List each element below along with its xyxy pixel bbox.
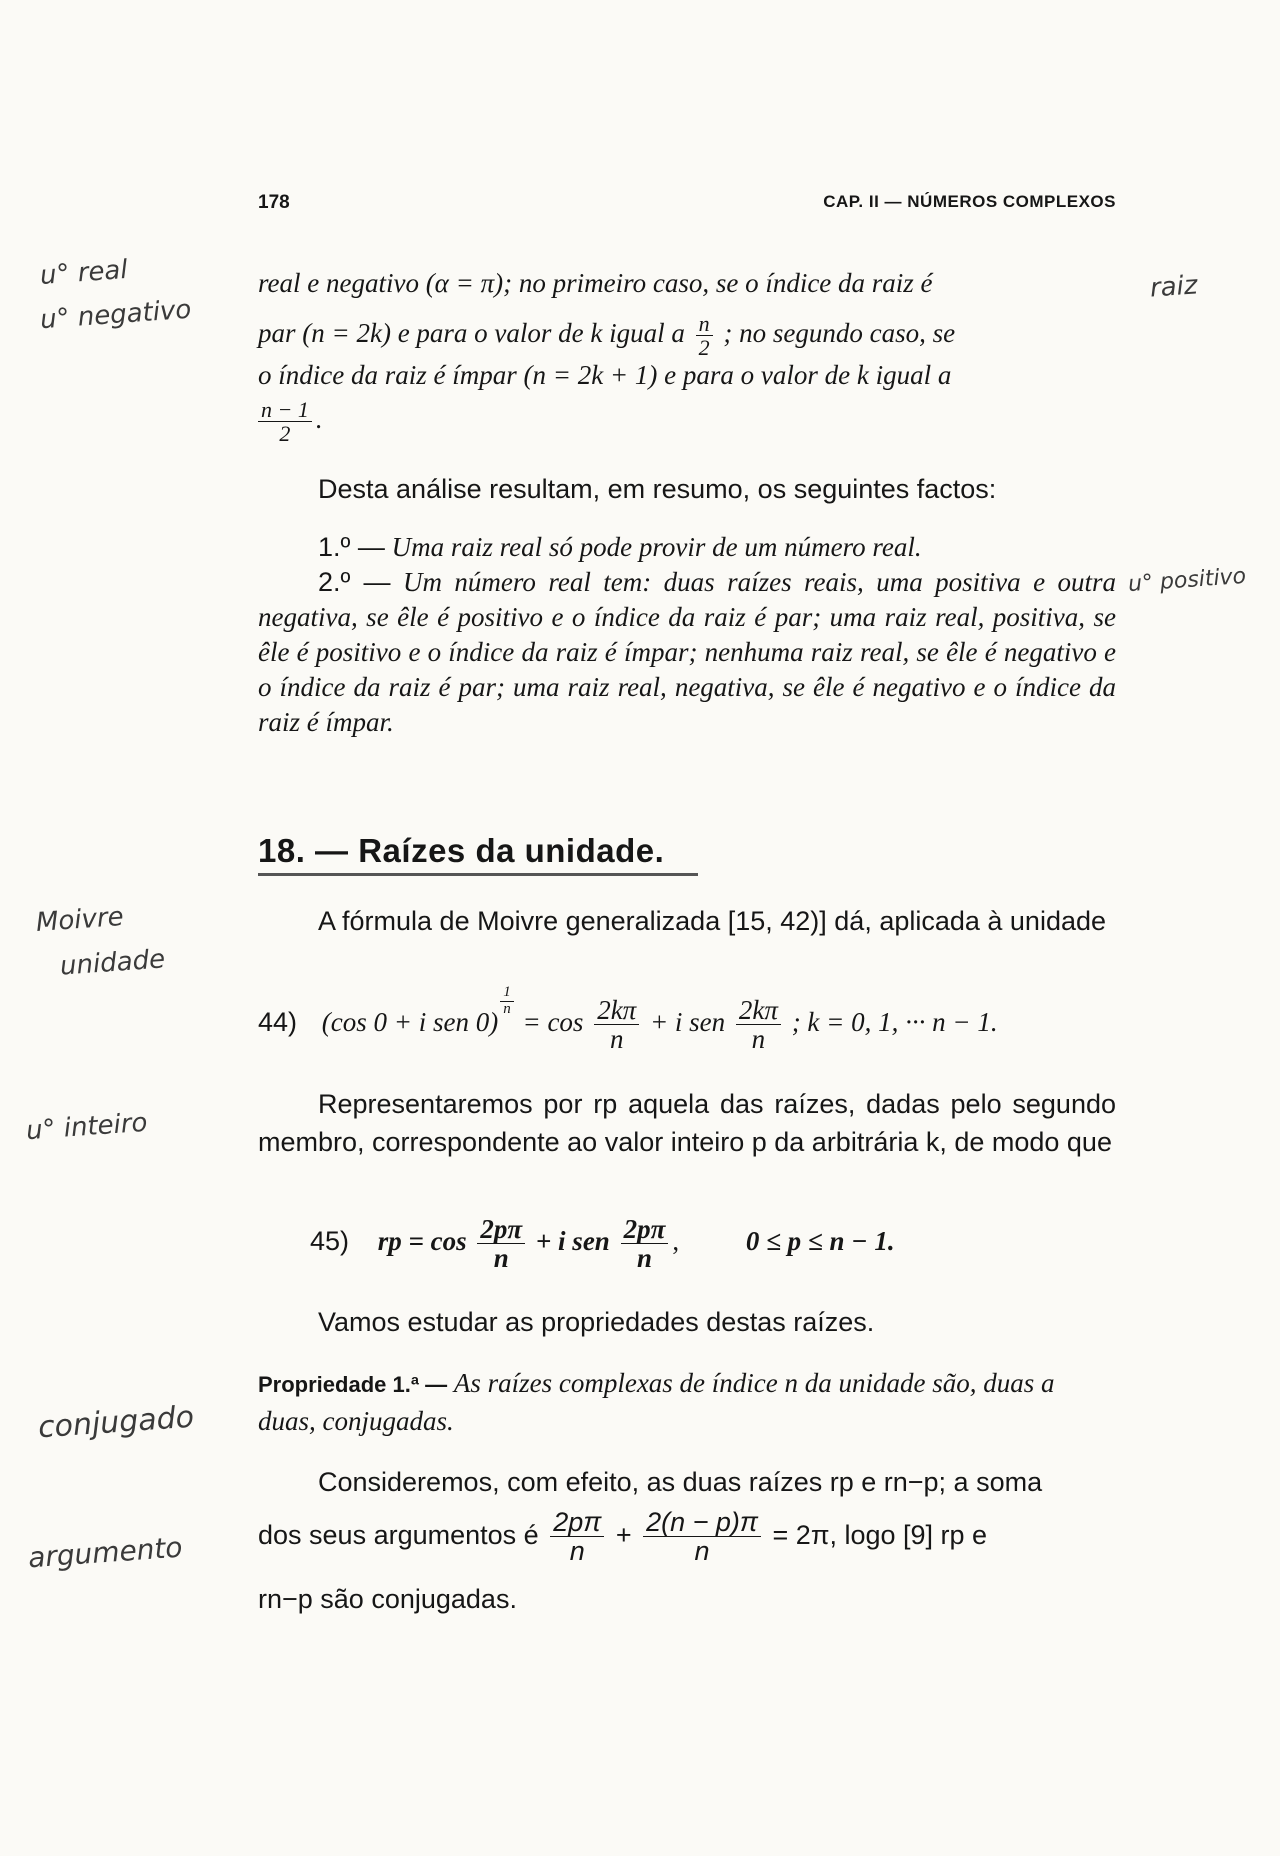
equation-44 — [258, 985, 1116, 1053]
text-line: o índice da raiz é ímpar (n = 2k + 1) e para o valor de k igual a — [258, 360, 952, 390]
numerator: 2kπ — [594, 996, 639, 1025]
property-text: As raízes complexas de índice n da unidade são, duas a duas, conjugadas. — [258, 1368, 1055, 1436]
denominator: 2 — [698, 335, 710, 361]
numerator: 1 — [500, 985, 514, 1002]
denominator: 2 — [279, 421, 291, 447]
numerator: n — [696, 312, 713, 336]
page-number: 178 — [258, 192, 290, 213]
text-span: ; no segundo caso, se — [723, 317, 956, 348]
denominator: n — [694, 1536, 710, 1567]
fact-number: 2.º — — [318, 567, 391, 597]
eq-text: = cos — [522, 1006, 584, 1037]
section-title: 18. — Raízes da unidade. — [258, 832, 665, 869]
numerator: n − 1 — [258, 398, 312, 422]
paragraph: Desta análise resultam, em resumo, os seguintes factos: — [318, 474, 997, 504]
eq-lhs: rp = cos — [377, 1226, 467, 1257]
property-label: Propriedade 1.ª — — [258, 1372, 448, 1397]
denominator: n — [569, 1536, 585, 1567]
text-line — [258, 311, 1116, 361]
paragraph: Vamos estudar as propriedades destas raízes. — [318, 1307, 875, 1337]
property-1 — [258, 1365, 1116, 1439]
paragraph — [258, 266, 1116, 447]
fraction — [736, 996, 781, 1054]
numerator: 2(n − p)π — [643, 1508, 761, 1537]
margin-note: raiz — [1149, 270, 1199, 304]
exponent — [500, 985, 514, 1018]
fraction — [643, 1508, 761, 1566]
denominator: n — [493, 1243, 509, 1274]
denominator: n — [609, 1024, 624, 1055]
margin-note: u° negativo — [39, 294, 193, 336]
margin-note: u° inteiro — [25, 1107, 149, 1147]
margin-note: u° positivo — [1127, 563, 1247, 598]
numerator: 2pπ — [550, 1508, 604, 1537]
fraction — [696, 312, 713, 359]
chapter-title: CAP. II — NÚMEROS COMPLEXOS — [823, 192, 1116, 211]
paragraph: A fórmula de Moivre generalizada [15, 42)] dá, aplicada à unidade — [318, 906, 1107, 936]
eq-lhs: (cos 0 + i sen 0) — [321, 1006, 499, 1037]
eq-text: + i sen — [535, 1226, 610, 1257]
numerator: 2pπ — [477, 1215, 525, 1244]
margin-note: u° real — [39, 254, 129, 292]
fact-2 — [258, 565, 1116, 740]
eq-text: , — [672, 1226, 680, 1257]
margin-note: argumento — [27, 1530, 184, 1575]
text-span: = 2π, logo [9] rp e — [772, 1519, 988, 1550]
paragraph: Representaremos por rp aquela das raízes, dadas pelo segundo membro, correspondente ao valor inteiro p da arbitrária k, de modo que — [258, 1089, 1116, 1157]
fact-text: Um número real tem: duas raízes reais, uma positiva e outra negativa, se êle é positivo e o índice da raiz é par; uma raiz real, positiva, se êle é positivo e o índice da raiz é ímpar; nenhuma raiz real, se êle é negativo e o índice da raiz é par; uma raiz real, negativa, se êle é negativo e o índice da raiz é ímpar. — [258, 567, 1116, 737]
fraction — [621, 1215, 669, 1273]
fraction — [258, 398, 312, 445]
eq-text: + i sen — [649, 1006, 726, 1037]
denominator: n — [503, 1000, 511, 1017]
text-span: dos seus argumentos é — [258, 1519, 539, 1550]
margin-note: Moivre — [35, 901, 125, 939]
fraction — [594, 996, 639, 1054]
equation-label: 45) — [310, 1226, 350, 1257]
numerator: 2kπ — [736, 996, 781, 1025]
fact-number: 1.º — — [318, 532, 385, 562]
text-span: + — [615, 1519, 632, 1550]
text-span: par (n = 2k) e para o valor de k igual a — [258, 317, 685, 348]
fact-text: Uma raiz real só pode provir de um número real. — [391, 532, 922, 562]
equation-label: 44) — [258, 1006, 298, 1037]
eq-text: ; k = 0, 1, ··· n − 1. — [791, 1006, 998, 1037]
text-line: real e negativo (α = π); no primeiro caso, se o índice da raiz é — [258, 268, 933, 298]
heading-underline — [258, 873, 698, 876]
fact-1 — [258, 530, 1116, 564]
paragraph: Consideremos, com efeito, as duas raízes rp e rn−p; a soma — [318, 1467, 1043, 1497]
margin-note: unidade — [59, 944, 167, 982]
fraction — [477, 1215, 525, 1273]
fraction — [550, 1508, 604, 1566]
eq-range: 0 ≤ p ≤ n − 1. — [745, 1226, 895, 1257]
numerator: 2pπ — [621, 1215, 669, 1244]
text-line — [258, 397, 1116, 447]
paragraph: rn−p são conjugadas. — [258, 1584, 517, 1614]
text-line — [258, 1508, 1116, 1566]
text-span: . — [315, 403, 323, 434]
denominator: n — [751, 1024, 766, 1055]
denominator: n — [636, 1243, 652, 1274]
section-heading — [258, 832, 664, 870]
margin-note: conjugado — [36, 1399, 196, 1446]
equation-45 — [310, 1215, 1110, 1273]
